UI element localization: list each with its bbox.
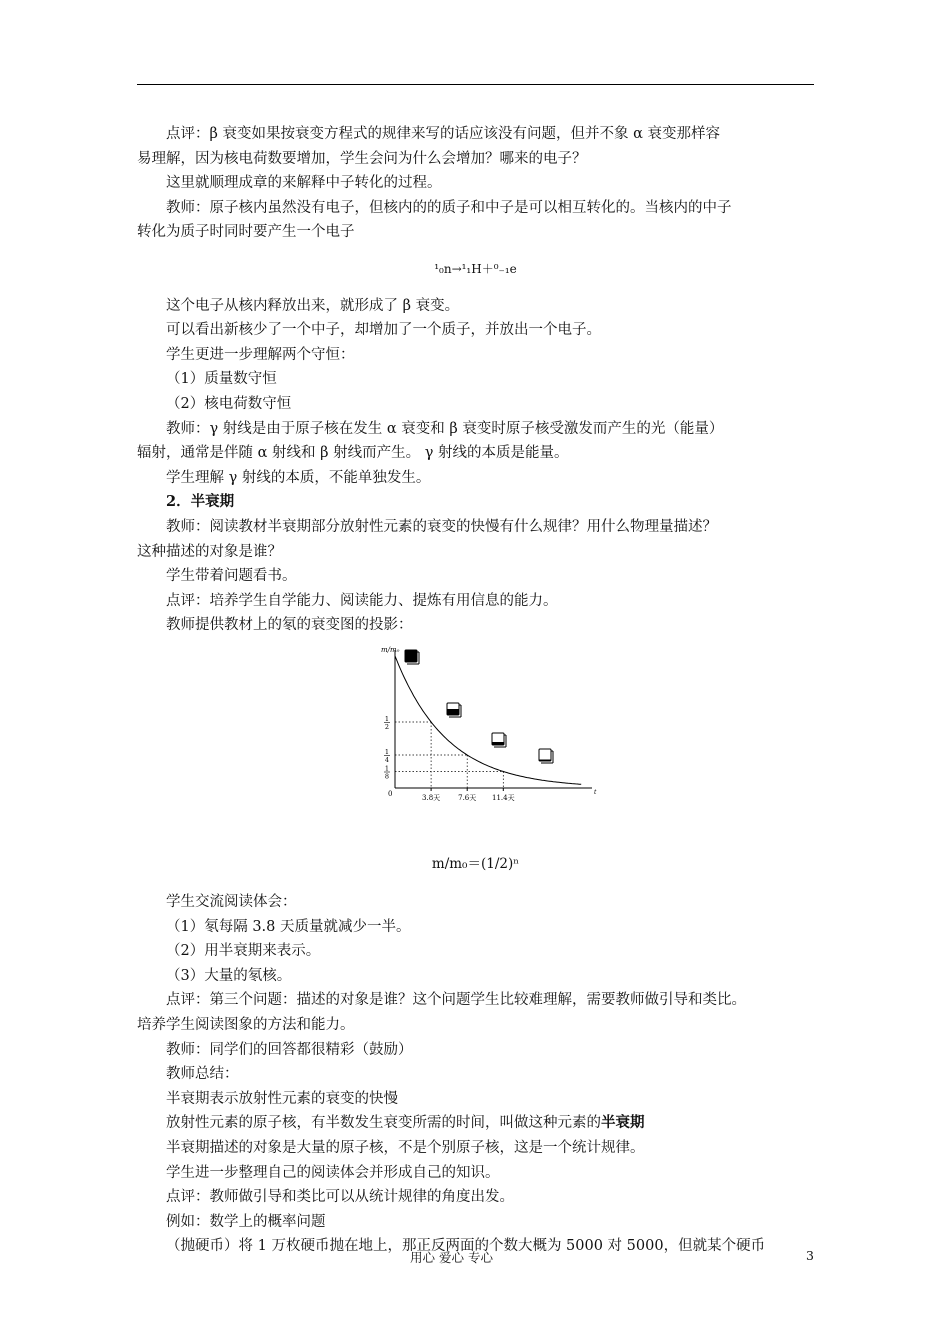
list-item: （2）核电荷数守恒 — [166, 395, 292, 412]
section-heading: 2．半衰期 — [166, 493, 235, 511]
sample-fill — [539, 759, 551, 761]
sample-fill — [405, 650, 417, 662]
paragraph: 这种描述的对象是谁？ — [137, 543, 282, 560]
paragraph: 例如：数学上的概率问题 — [166, 1213, 326, 1230]
decay-figure — [137, 638, 814, 838]
footer-motto: 用心 爱心 专心 — [410, 1250, 493, 1265]
y-tick-numerator: 1 — [384, 747, 390, 756]
y-tick-numerator: 1 — [384, 764, 390, 773]
paragraph: 培养学生阅读图象的方法和能力。 — [137, 1016, 355, 1033]
paragraph: 辐射，通常是伴随 α 射线和 β 射线而产生。 γ 射线的本质是能量。 — [137, 445, 569, 462]
x-tick-label: 7.6天 — [458, 793, 477, 802]
paragraph: 教师：阅读教材半衰期部分放射性元素的衰变的快慢有什么规律？用什么物理量描述？ — [166, 518, 717, 535]
header-rule — [137, 84, 814, 85]
x-tick-label: 3.8天 — [422, 793, 441, 802]
paragraph: 转化为质子时同时要产生一个电子 — [137, 224, 355, 241]
list-item: （1）质量数守恒 — [166, 371, 277, 388]
paragraph: （抛硬币）将 1 万枚硬币抛在地上，那正反两面的个数大概为 5000 对 5000，但就某个硬币 — [166, 1238, 766, 1255]
paragraph: 学生带着问题看书。 — [166, 568, 297, 585]
page-body — [137, 122, 814, 1259]
paragraph: 点评：培养学生自学能力、阅读能力、提炼有用信息的能力。 — [166, 592, 558, 609]
decay-chart — [377, 638, 617, 814]
paragraph: 教师：γ 射线是由于原子核在发生 α 衰变和 β 衰变时原子核受激发而产生的光（能量） — [166, 420, 724, 437]
list-item: （3）大量的氡核。 — [166, 967, 292, 984]
paragraph: 这个电子从核内释放出来，就形成了 β 衰变。 — [166, 297, 460, 314]
decay-curve — [395, 656, 581, 784]
paragraph: 教师总结： — [166, 1066, 239, 1083]
origin-label: 0 — [388, 789, 393, 798]
x-axis-label: t — [594, 788, 597, 796]
definition — [137, 1111, 814, 1136]
x-tick-label: 11.4天 — [492, 793, 515, 802]
page-number: 3 — [806, 1248, 814, 1263]
y-tick-denominator: 8 — [384, 772, 390, 781]
y-tick-denominator: 4 — [384, 755, 390, 764]
paragraph: 学生更进一步理解两个守恒： — [166, 346, 355, 363]
y-tick-denominator: 2 — [384, 722, 390, 731]
decay-equation: ¹₀n→¹₁H＋⁰₋₁e — [434, 261, 517, 276]
paragraph: 点评：第三个问题：描述的对象是谁？这个问题学生比较难理解，需要教师做引导和类比。 — [166, 992, 746, 1009]
y-tick-numerator: 1 — [384, 714, 390, 723]
paragraph: 教师提供教材上的氡的衰变图的投影： — [166, 617, 413, 634]
paragraph: 学生交流阅读体会： — [166, 893, 297, 910]
paragraph: 半衰期描述的对象是大量的原子核，不是个别原子核，这是一个统计规律。 — [166, 1139, 645, 1156]
half-life-formula: m/m₀＝(1/2)ⁿ — [431, 855, 520, 872]
paragraph: 点评：教师做引导和类比可以从统计规律的角度出发。 — [166, 1189, 514, 1206]
paragraph: 这里就顺理成章的来解释中子转化的过程。 — [166, 175, 442, 192]
sample-fill — [492, 742, 504, 745]
list-item: （1）氡每隔 3.8 天质量就减少一半。 — [166, 918, 411, 935]
paragraph: 学生进一步整理自己的阅读体会并形成自己的知识。 — [166, 1164, 500, 1181]
sample-container — [539, 749, 551, 761]
paragraph: 点评：β 衰变如果按衰变方程式的规律来写的话应该没有问题，但并不象 α 衰变那样容 — [166, 126, 720, 142]
paragraph: 教师：同学们的回答都很精彩（鼓励） — [166, 1041, 413, 1058]
definition-term: 半衰期 — [601, 1114, 645, 1132]
paragraph: 可以看出新核少了一个中子，却增加了一个质子，并放出一个电子。 — [166, 322, 601, 339]
paragraph: 易理解，因为核电荷数要增加，学生会问为什么会增加？哪来的电子？ — [137, 150, 587, 167]
sample-fill — [447, 709, 459, 715]
paragraph: 半衰期表示放射性元素的衰变的快慢 — [166, 1090, 398, 1107]
definition-text: 放射性元素的原子核，有半数发生衰变所需的时间，叫做这种元素的 — [166, 1115, 601, 1132]
list-item: （2）用半衰期来表示。 — [166, 943, 321, 960]
paragraph: 教师：原子核内虽然没有电子，但核内的的质子和中子是可以相互转化的。当核内的中子 — [166, 199, 732, 216]
y-axis-label: m/m₀ — [381, 645, 400, 654]
paragraph: 学生理解 γ 射线的本质，不能单独发生。 — [166, 469, 431, 486]
